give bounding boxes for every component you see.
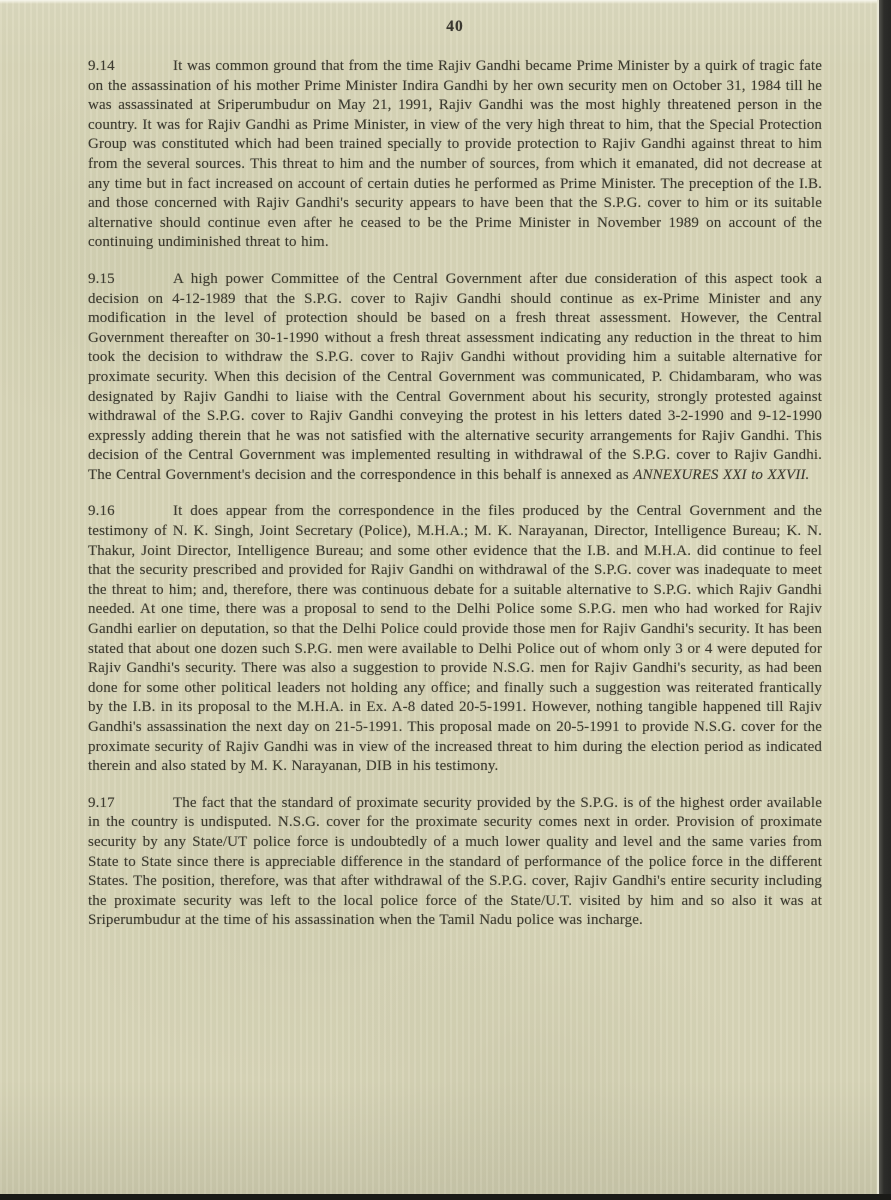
paragraph-number: 9.15	[88, 270, 115, 287]
paragraph-text: A high power Committee of the Central Government after due consideration of this aspect took a decision on 4-12-1989 that the S.P.G. cover to Rajiv Gandhi should continue as ex-Prime Minister and any modification in the level of protection should be based on a fresh threat assessment. However, the Central Government thereafter on 30-1-1990 without a fresh threat assessment indicating any reduction in the threat to him took the decision to withdraw the S.P.G. cover to Rajiv Gandhi without providing him a suitable alternative for proximate security. When this decision of the Central Government was communicated, P. Chidambaram, who was designated by Rajiv Gandhi to liaise with the Central Government about his security, strongly protested against withdrawal of the S.P.G. cover to Rajiv Gandhi conveying the protest in his letters dated 3-2-1990 and 9-12-1990 expressly adding therein that he was not satisfied with the alternative security arrangements for Rajiv Gandhi. This decision of the Central Government was implemented resulting in withdrawal of the S.P.G. cover to Rajiv Gandhi. The Central Government's decision and the correspondence in this behalf is annexed as	[88, 270, 822, 483]
paragraph-text: The fact that the standard of proximate security provided by the S.P.G. is of the highest order available in the country is undisputed. N.S.G. cover for the proximate security comes next in order. Provision of proximate security by any State/UT police force is undoubtedly of a much lower quality and level and the same varies from State to State since there is appreciable difference in the standard of performance of the police force in the different States. The position, therefore, was that after withdrawal of the S.P.G. cover, Rajiv Gandhi's entire security including the proximate security was left to the local police force of the State/U.T. visited by him and so also it was at Sriperumbudur at the time of his assassination when the Tamil Nadu police was incharge.	[88, 794, 822, 929]
paragraph-9-15	[88, 270, 822, 486]
scan-edge-right	[877, 0, 891, 1200]
page-number: 40	[446, 18, 464, 35]
scan-edge-top	[0, 0, 877, 4]
paragraph-text: It does appear from the correspondence in the files produced by the Central Government and the testimony of N. K. Singh, Joint Secretary (Police), M.H.A.; M. K. Narayanan, Director, Intelligence Bureau; K. N. Thakur, Joint Director, Intelligence Bureau; and some other evidence that the I.B. and M.H.A. did continue to feel that the security prescribed and provided for Rajiv Gandhi on withdrawal of the S.P.G. cover was inadequate to meet the threat to him; and, therefore, there was continuous debate for a suitable alternative to S.P.G. which Rajiv Gandhi needed. At one time, there was a proposal to send to the Delhi Police some S.P.G. men who had worked for Rajiv Gandhi earlier on deputation, so that the Delhi Police could provide those men for Rajiv Gandhi's security. It has been stated that about one dozen such S.P.G. men were available to Delhi Police out of whom only 3 or 4 were deputed for Rajiv Gandhi's security. There was also a suggestion to provide N.S.G. men for Rajiv Gandhi's security, as had been done for some other political leaders not holding any office; and finally such a suggestion was reiterated frantically by the I.B. in its proposal to the M.H.A. in Ex. A-8 dated 20-5-1991. However, nothing tangible happened till Rajiv Gandhi's assassination the next day on 21-5-1991. This proposal made on 20-5-1991 to provide N.S.G. cover for the proximate security of Rajiv Gandhi was in view of the increased threat to him during the election period as indicated therein and also stated by M. K. Narayanan, DIB in his testimony.	[88, 503, 822, 775]
page-content	[88, 18, 822, 948]
paragraph-9-14	[88, 57, 822, 253]
paragraph-number: 9.17	[88, 794, 115, 811]
paragraph-text: It was common ground that from the time Rajiv Gandhi became Prime Minister by a quirk of tragic fate on the assassination of his mother Prime Minister Indira Gandhi by her own security men on October 31, 1984 till he was assassinated at Sriperumbudur on May 21, 1991, Rajiv Gandhi was the most highly threatened person in the country. It was for Rajiv Gandhi as Prime Minister, in view of the very high threat to him, that the Special Protection Group was constituted which had been trained specially to provide protection to Rajiv Gandhi against threat to him from the several sources. This threat to him and the number of sources, from which it emanated, did not decrease at any time but in fact increased on account of certain duties he performed as Prime Minister. The preception of the I.B. and those concerned with Rajiv Gandhi's security appears to have been that the S.P.G. cover to him or its suitable alternative should continue even after he ceased to be the Prime Minister in November 1989 on account of the continuing undiminished threat to him.	[88, 58, 822, 251]
paragraph-9-17	[88, 794, 822, 931]
scan-edge-bottom	[0, 1194, 891, 1200]
paragraph-number: 9.16	[88, 503, 115, 520]
paragraph-number: 9.14	[88, 58, 115, 74]
annexure-reference-italic: ANNEXURES XXI to XXVII.	[633, 466, 810, 483]
paragraph-9-16	[88, 502, 822, 776]
